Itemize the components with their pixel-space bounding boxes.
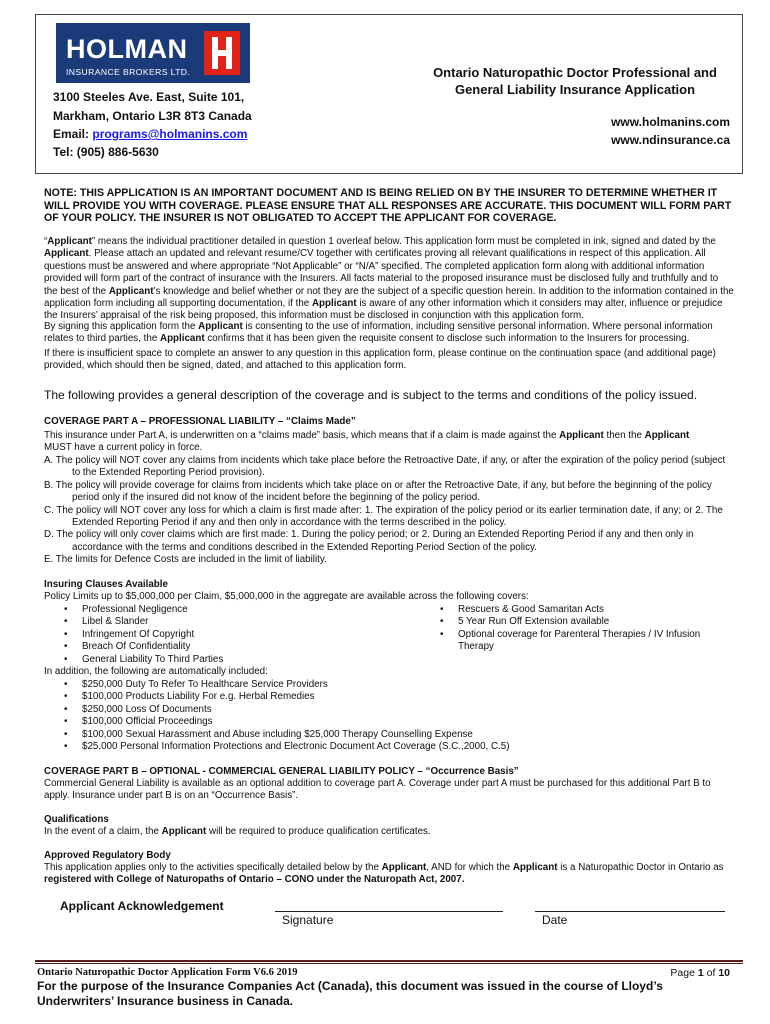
part-a-heading: COVERAGE PART A – PROFESSIONAL LIABILITY – “Claims Made” — [44, 416, 356, 427]
list-item: • Optional coverage for Parenteral Therapies / IV Infusion Therapy — [420, 629, 730, 654]
auto-included-intro: In addition, the following are automatically included: — [44, 666, 268, 677]
signature-label: Signature — [282, 913, 334, 927]
list-item: • Professional Negligence — [44, 604, 424, 616]
regulatory-text: This application applies only to the activities specifically detailed below by the Applicant, AND for which the Applicant is a Naturopathic Doctor in Ontario as registered with College of Naturopaths of Ontario – CONO under the Naturopath Act, 2007. — [44, 862, 724, 886]
list-item: • 5 Year Run Off Extension available — [420, 616, 730, 628]
applicant-definition: “Applicant” means the individual practitioner detailed in question 1 overleaf below. This application form must be completed in ink, signed and dated by the Applicant. Please attach an updated and relevant resume/CV together with certificates proving all relevant qualifications in respect of this application. All questions must be answered and where appropriate “Not Applicable” or “N/A” specified. The completed application form along with additional information provided will form part of the contract of insurance with the Insurers. All facts material to the proposed insurance must be disclosed fully and truthfully and to the best of the Applicant’s knowledge and belief whether or not they are the subject of a specific question herein. In addition to the information contained in the application form including all supporting documentation, if the Applicant is aware of any other information which it considers may alter, influence or prejudice the Insurers’ appraisal of the risk being proposed, this information must be disclosed in conjunction with this application form. — [44, 236, 734, 322]
list-item: • Rescuers & Good Samaritan Acts — [420, 604, 730, 616]
condition-c: C. The policy will NOT cover any loss for which a claim is first made after: 1. The expiration of the policy period or its earlier termination date, if any; or 2. The Extended Reporting Period if any and then only in accordance with the terms described in the policy. — [44, 504, 723, 529]
list-item: • $25,000 Personal Information Protections and Electronic Document Act Coverage (S.C.,2000, C.5) — [44, 741, 734, 753]
website-ndinsurance[interactable]: www.ndinsurance.ca — [611, 133, 730, 147]
part-b-text: Commercial General Liability is available as an optional addition to coverage part A. Coverage under part A must be purchased for this additional Part B to apply. Insurance under part B is on an “Occurrence Basis”. — [44, 778, 711, 802]
holman-logo — [56, 23, 250, 83]
date-line[interactable] — [535, 911, 725, 912]
email-link[interactable]: programs@holmanins.com — [92, 127, 248, 141]
qualifications-heading: Qualifications — [44, 814, 109, 825]
auto-included-list — [44, 679, 734, 753]
policy-limits: Policy Limits up to $5,000,000 per Claim, $5,000,000 in the aggregate are available across the following covers: — [44, 591, 529, 602]
regulatory-heading: Approved Regulatory Body — [44, 850, 171, 861]
email-label: Email: — [53, 127, 93, 141]
part-b-heading: COVERAGE PART B – OPTIONAL - COMMERCIAL GENERAL LIABILITY POLICY – “Occurrence Basis” — [44, 766, 519, 777]
important-note: NOTE: THIS APPLICATION IS AN IMPORTANT DOCUMENT AND IS BEING RELIED ON BY THE INSURER TO DETERMINE WHETHER IT WILL PROVIDE YOU WITH COVERAGE. PLEASE ENSURE THAT ALL RESPONSES ARE ACCURATE. THIS DOCUMENT WILL FORM PART OF YOUR POLICY. THE INSURER IS NOT OBLIGATED TO ACCEPT THE APPLICANT FOR COVERAGE. — [44, 187, 732, 224]
logo-subtitle: INSURANCE BROKERS LTD. — [66, 67, 191, 77]
list-item: • $100,000 Products Liability For e.g. Herbal Remedies — [44, 691, 734, 703]
footer-form-name: Ontario Naturopathic Doctor Application Form V6.6 2019 — [37, 967, 298, 978]
part-a-conditions — [44, 455, 734, 567]
address-line1: 3100 Steeles Ave. East, Suite 101, — [53, 90, 245, 104]
list-item: • Breach Of Confidentiality — [44, 641, 424, 653]
condition-e: E. The limits for Defence Costs are included in the limit of liability. — [44, 554, 327, 566]
website-holmanins[interactable]: www.holmanins.com — [611, 115, 730, 129]
condition-b: B. The policy will provide coverage for claims from incidents which take place on or after the Retroactive Date, if any, but before the beginning of the policy period only if the insured did not know of the incident before the beginning of the policy period. — [44, 479, 712, 504]
list-item: • General Liability To Third Parties — [44, 654, 424, 666]
date-label: Date — [542, 913, 568, 927]
qualifications-text: In the event of a claim, the Applicant will be required to produce qualification certificates. — [44, 826, 431, 837]
address-line2: Markham, Ontario L3R 8T3 Canada — [53, 109, 252, 123]
footer-lloyds-note: For the purpose of the Insurance Companies Act (Canada), this document was issued in the course of Lloyd’s Underwriters’ Insurance business in Canada. — [37, 979, 663, 1008]
logo-name: HOLMAN — [66, 34, 188, 64]
list-item: • Libel & Slander — [44, 616, 424, 628]
acknowledgement-heading: Applicant Acknowledgement — [60, 899, 224, 913]
condition-d: D. The policy will only cover claims which are first made: 1. During the policy period; or 2. During an Extended Reporting Period if any and then only in accordance with the terms and conditions described in the Extended Reporting Period Section of the policy. — [44, 529, 694, 553]
condition-a: A. The policy will NOT cover any claims from incidents which take place before the Retroactive Date, if any, or after the expiration of the policy period (subject to the Extended Reporting Period provision). — [44, 455, 726, 479]
covers-right-list — [420, 604, 730, 654]
consent-paragraph: By signing this application form the Applicant is consenting to the use of information, including sensitive personal information. Where personal information relates to third parties, the Applicant confirms that it has been given the requisite consent to disclose such information to the Insurers for processing. — [44, 321, 713, 345]
list-item: • Infringement Of Copyright — [44, 629, 424, 641]
logo-mark-icon — [204, 31, 240, 75]
general-description: The following provides a general description of the coverage and is subject to the terms and conditions of the policy issued. — [44, 388, 698, 402]
list-item: • $250,000 Loss Of Documents — [44, 704, 734, 716]
covers-left-list — [44, 604, 424, 666]
list-item: • $100,000 Official Proceedings — [44, 716, 734, 728]
insufficient-space-paragraph: If there is insufficient space to complete an answer to any question in this application form, please continue on the continuation space (and additional page) provided, which should then be signed, dated, and attached to this application form. — [44, 348, 716, 372]
list-item: • $100,000 Sexual Harassment and Abuse including $25,000 Therapy Counselling Expense — [44, 729, 734, 741]
footer-rule — [35, 960, 743, 962]
signature-line[interactable] — [275, 911, 503, 912]
page-number: Page 1 of 10 — [670, 967, 730, 979]
list-item: • $250,000 Duty To Refer To Healthcare Service Providers — [44, 679, 734, 691]
footer-rule-thin — [35, 963, 743, 964]
email-row — [53, 127, 247, 141]
page-title: Ontario Naturopathic Doctor Professional and General Liability Insurance Application — [433, 65, 717, 97]
telephone: Tel: (905) 886-5630 — [53, 145, 159, 159]
part-a-intro: This insurance under Part A, is underwritten on a “claims made” basis, which means that if a claim is made against the Applicant then the Applicant MUST have a current policy in force. — [44, 430, 690, 454]
insuring-heading: Insuring Clauses Available — [44, 579, 168, 590]
